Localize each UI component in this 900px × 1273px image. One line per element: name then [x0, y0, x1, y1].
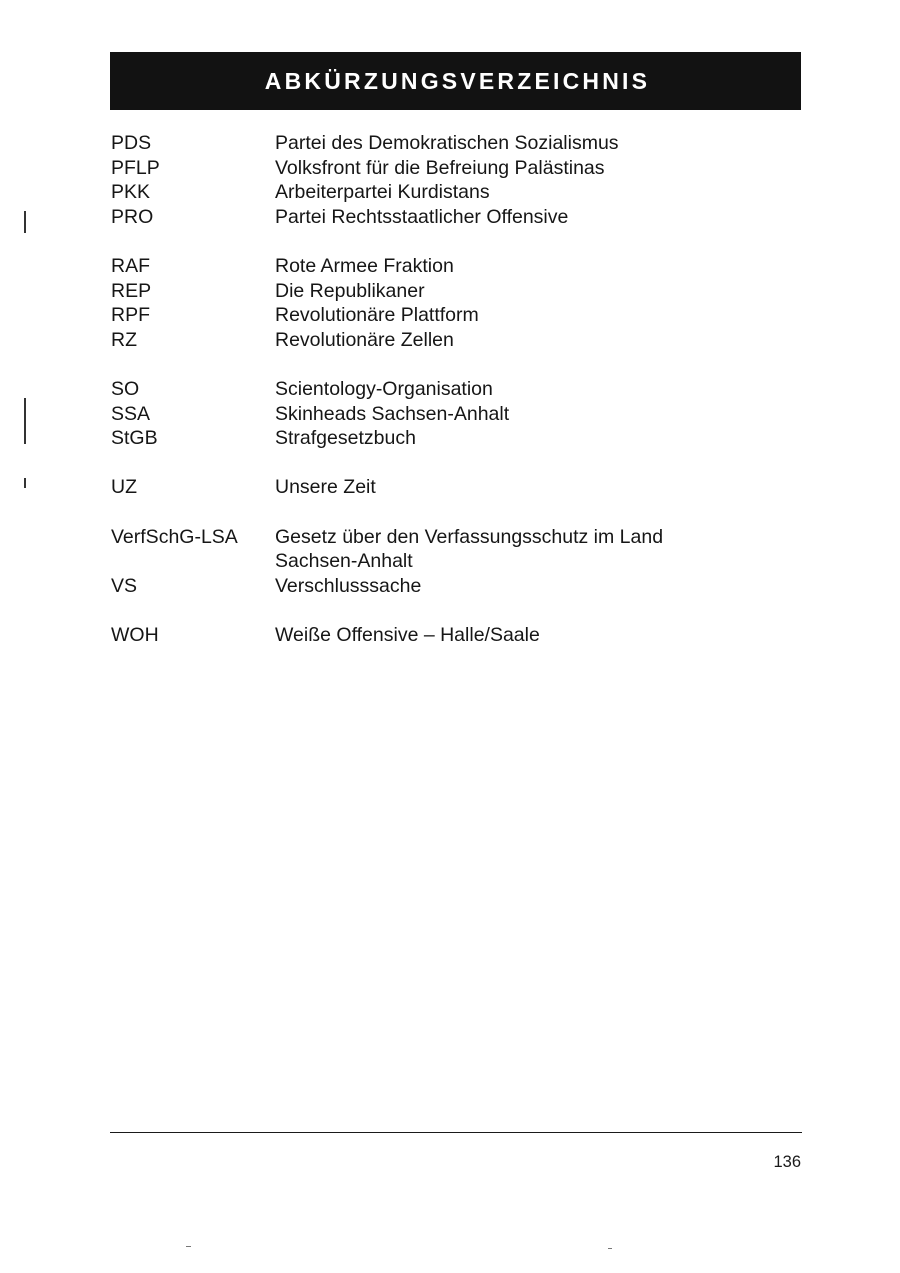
meaning-line: Sachsen-Anhalt	[275, 550, 413, 573]
meaning-line: Arbeiterpartei Kurdistans	[275, 181, 490, 204]
scan-speck	[608, 1248, 612, 1249]
meaning-line: Unsere Zeit	[275, 476, 376, 499]
abbreviation: WOH	[111, 623, 159, 646]
abbreviation: UZ	[111, 476, 137, 499]
abbreviation-meaning	[275, 377, 801, 402]
meaning-line: Scientology-Organisation	[275, 377, 493, 400]
scan-speck	[186, 1246, 191, 1247]
abbreviation-entry	[111, 205, 801, 230]
abbreviation-meaning	[275, 205, 801, 230]
abbreviation-entry	[111, 254, 801, 279]
footer-divider	[110, 1132, 802, 1133]
abbreviation: VerfSchG-LSA	[111, 525, 238, 548]
abbreviation-meaning	[275, 180, 801, 205]
abbreviation-entry	[111, 328, 801, 353]
abbreviation-entry	[111, 377, 801, 402]
page-number: 136	[773, 1153, 801, 1171]
margin-mark	[24, 398, 26, 444]
abbreviation-meaning	[275, 402, 801, 427]
abbreviation-entry	[111, 156, 801, 181]
abbreviation: VS	[111, 574, 138, 597]
abbreviation-meaning	[275, 574, 801, 599]
abbreviation: RZ	[111, 328, 137, 351]
abbreviation-group	[111, 377, 801, 451]
meaning-line: Revolutionäre Zellen	[275, 328, 454, 351]
abbreviation-meaning	[275, 279, 801, 304]
abbreviation-group	[111, 254, 801, 352]
abbreviation-group	[111, 525, 801, 599]
abbreviation-meaning	[275, 525, 801, 574]
margin-mark	[24, 478, 26, 488]
abbreviation-meaning	[275, 426, 801, 451]
meaning-line: Die Republikaner	[275, 279, 425, 302]
meaning-line: Verschlusssache	[275, 574, 422, 597]
abbreviation-entry	[111, 131, 801, 156]
abbreviation-entry	[111, 475, 801, 500]
abbreviation-meaning	[275, 623, 801, 648]
abbreviation-group	[111, 475, 801, 500]
meaning-line: Volksfront für die Befreiung Palästinas	[275, 156, 605, 179]
meaning-line: Partei Rechtsstaatlicher Offensive	[275, 205, 569, 228]
abbreviation-entry	[111, 623, 801, 648]
meaning-line: Rote Armee Fraktion	[275, 254, 454, 277]
abbreviation-group	[111, 131, 801, 229]
abbreviation-meaning	[275, 156, 801, 181]
abbreviation-entry	[111, 402, 801, 427]
abbreviation-entry	[111, 303, 801, 328]
abbreviation: REP	[111, 279, 152, 302]
meaning-line: Partei des Demokratischen Sozialismus	[275, 132, 619, 154]
meaning-line: Skinheads Sachsen-Anhalt	[275, 402, 510, 425]
abbreviation-entry	[111, 279, 801, 304]
abbreviation: PKK	[111, 181, 151, 204]
meaning-line: Revolutionäre Plattform	[275, 304, 479, 327]
page-title-bar	[110, 52, 801, 110]
abbreviation: StGB	[111, 427, 158, 450]
meaning-line: Weiße Offensive – Halle/Saale	[275, 623, 540, 646]
abbreviation-meaning	[275, 328, 801, 353]
abbreviation-meaning	[275, 254, 801, 279]
meaning-line: Gesetz über den Verfassungsschutz im Land	[275, 525, 664, 548]
abbreviation-meaning	[275, 303, 801, 328]
abbreviation-list	[111, 131, 801, 672]
page-title: ABKÜRZUNGSVERZEICHNIS	[264, 67, 651, 94]
abbreviation-entry	[111, 574, 801, 599]
abbreviation: PDS	[111, 132, 152, 154]
abbreviation: SO	[111, 377, 140, 400]
abbreviation-meaning	[275, 131, 801, 156]
abbreviation-entry	[111, 525, 801, 574]
abbreviation: SSA	[111, 402, 151, 425]
abbreviation-entry	[111, 426, 801, 451]
meaning-line: Strafgesetzbuch	[275, 427, 416, 450]
abbreviation: RAF	[111, 254, 150, 277]
abbreviation: PRO	[111, 205, 154, 228]
abbreviation: RPF	[111, 304, 150, 327]
abbreviation-entry	[111, 180, 801, 205]
abbreviation: PFLP	[111, 156, 160, 179]
abbreviation-meaning	[275, 475, 801, 500]
abbreviation-group	[111, 623, 801, 648]
margin-mark	[24, 211, 26, 233]
